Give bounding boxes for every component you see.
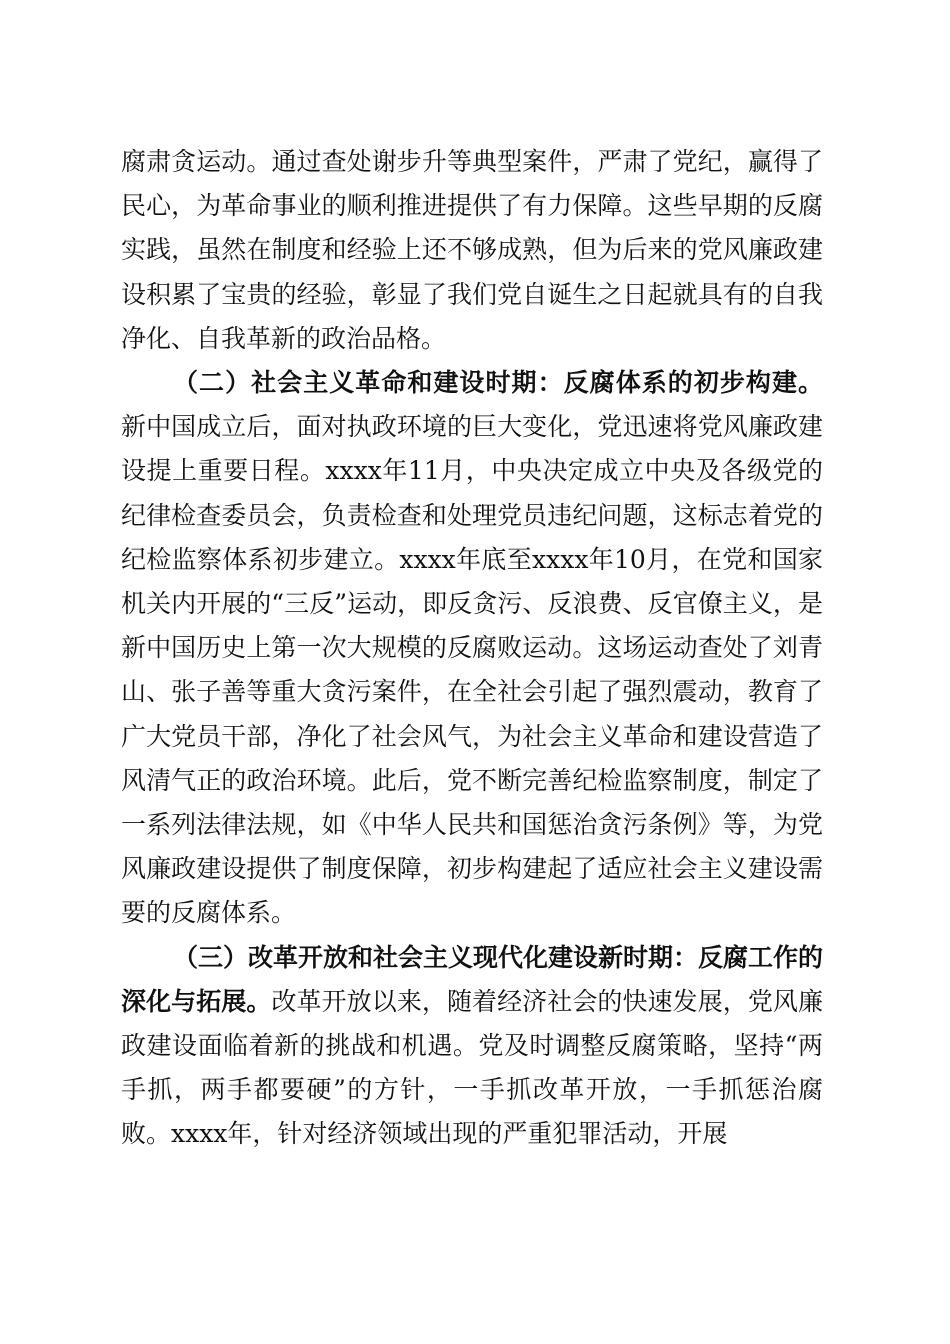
paragraph-continuation [121, 140, 823, 361]
paragraph-section-3 [121, 936, 823, 1157]
section-heading: （二）社会主义革命和建设时期：反腐体系的初步构建。 [173, 368, 823, 398]
paragraph-body: 腐肃贪运动。通过查处谢步升等典型案件，严肃了党纪，赢得了民心，为革命事业的顺利推进提供了有力保障。这些早期的反腐实践，虽然在制度和经验上还不够成熟，但为后来的党风廉政建设积累了宝贵的经验，彰显了我们党自诞生之日起就具有的自我净化、自我革新的政治品格。 [121, 147, 823, 353]
section-heading: （三）改革开放和社会主义现代化建设新时期：反腐工作的深化与拓展。 [121, 942, 824, 1016]
document-body [121, 140, 823, 1157]
paragraph-body: 改革开放以来，随着经济社会的快速发展，党风廉政建设面临着新的挑战和机遇。党及时调整反腐策略，坚持“两手抓，两手都要硬”的方针，一手抓改革开放，一手抓惩治腐败。xxxx年，针对经济领域出现的严重犯罪活动，开展 [121, 986, 823, 1149]
paragraph-section-2 [121, 361, 823, 936]
paragraph-body: 新中国成立后，面对执政环境的巨大变化，党迅速将党风廉政建设提上重要日程。xxxx年11月，中央决定成立中央及各级党的纪律检查委员会，负责检查和处理党员违纪问题，这标志着党的纪检监察体系初步建立。xxxx年底至xxxx年10月，在党和国家机关内开展的“三反”运动，即反贪污、反浪费、反官僚主义，是新中国历史上第一次大规模的反腐败运动。这场运动查处了刘青山、张子善等重大贪污案件，在全社会引起了强烈震动，教育了广大党员干部，净化了社会风气，为社会主义革命和建设营造了风清气正的政治环境。此后，党不断完善纪检监察制度，制定了一系列法律法规，如《中华人民共和国惩治贪污条例》等，为党风廉政建设提供了制度保障，初步构建起了适应社会主义建设需要的反腐体系。 [121, 412, 823, 928]
